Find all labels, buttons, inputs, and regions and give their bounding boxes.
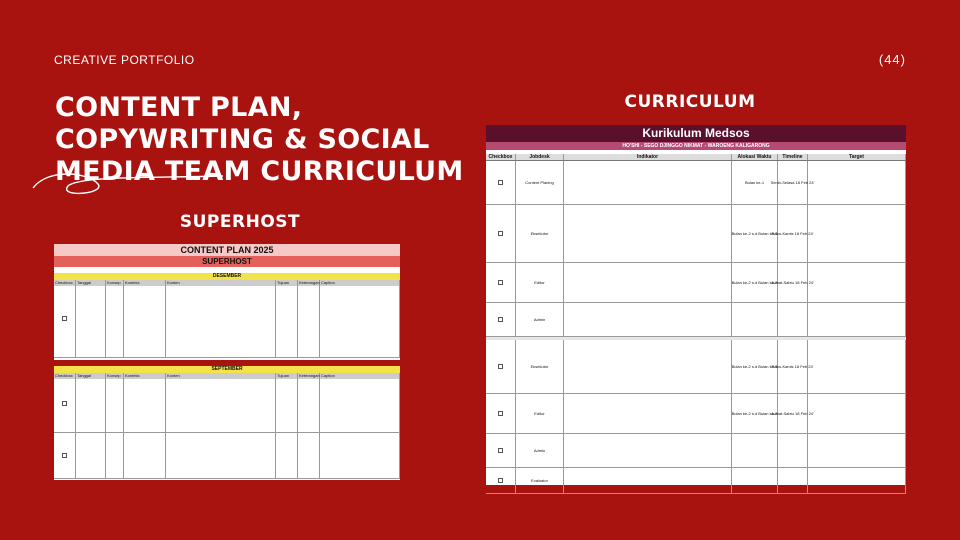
col-header: Konteks	[124, 280, 166, 286]
jobdesk-cell: Admin	[516, 434, 564, 467]
table-row	[486, 161, 906, 205]
row-checkbox[interactable]	[54, 433, 76, 478]
table-row	[54, 286, 400, 358]
col-header: Konsep	[106, 280, 124, 286]
table-row	[486, 468, 906, 494]
col-header: Konsep	[106, 373, 124, 379]
col-header: Caption	[320, 373, 400, 379]
timeline-cell: Rabu-Kamis 18 Feb 24'	[778, 205, 808, 262]
row-checkbox[interactable]	[486, 161, 516, 204]
col-header: Konteks	[124, 373, 166, 379]
col-header: Checkbox	[54, 373, 76, 379]
timeline-cell: Jumat-Sabtu 18 Feb 24'	[778, 394, 808, 433]
row-checkbox[interactable]	[486, 263, 516, 302]
col-header: Jobdesk	[516, 154, 564, 160]
row-checkbox[interactable]	[54, 286, 76, 357]
row-checkbox[interactable]	[486, 340, 516, 393]
scribble-decoration	[28, 158, 228, 208]
table-row	[486, 394, 906, 434]
table-row	[54, 433, 400, 479]
col-header: Caption	[320, 280, 400, 286]
timeline-cell: Senin-Selasa 18 Feb 24'	[778, 161, 808, 204]
waktu-cell: Bulan ke-2 s.d Bulan ke-3	[732, 340, 778, 393]
table-row	[54, 379, 400, 433]
headline-line-1: CONTENT PLAN,	[55, 92, 303, 123]
month-band: SEPTEMBER	[54, 366, 400, 373]
row-checkbox[interactable]	[486, 303, 516, 336]
row-checkbox[interactable]	[486, 394, 516, 433]
timeline-cell: Jumat-Sabtu 18 Feb 24'	[778, 263, 808, 302]
month-band: DESEMBER	[54, 273, 400, 280]
col-header: Konten	[166, 280, 276, 286]
col-header: Keterangan	[299, 373, 320, 378]
col-header: Tujuan	[276, 373, 298, 379]
curriculum-sheet-title: Kurikulum Medsos	[486, 125, 906, 142]
waktu-cell: Bulan ke-1	[732, 161, 778, 204]
col-header: Checkbox	[486, 154, 516, 160]
col-header: Tanggal	[76, 373, 106, 379]
col-header: Keterangan	[299, 280, 320, 285]
jobdesk-cell: Editor	[516, 394, 564, 433]
curriculum-title: CURRICULUM	[624, 92, 756, 112]
col-header: Tanggal	[76, 280, 106, 286]
curriculum-sheet-subtitle: HO'SHI - SEGO DJINGGO NIKMAT - WAROENG KALIGARONG	[486, 142, 906, 150]
jobdesk-cell: Content Planing	[516, 161, 564, 204]
table-row	[486, 434, 906, 468]
jobdesk-cell: Evaluator	[516, 468, 564, 493]
col-header: Tujuan	[276, 280, 298, 286]
jobdesk-cell: Admin	[516, 303, 564, 336]
jobdesk-cell: Eksekutor	[516, 340, 564, 393]
row-checkbox[interactable]	[486, 205, 516, 262]
table-row	[486, 205, 906, 263]
content-plan-subtitle: SUPERHOST	[54, 256, 400, 267]
content-plan-sheet-september	[54, 366, 400, 480]
col-header: Timeline	[778, 154, 808, 160]
superhost-title: SUPERHOST	[179, 212, 301, 232]
waktu-cell: Bulan ke-2 s.d Bulan ke-3	[732, 394, 778, 433]
col-header: Alokasi Waktu	[732, 154, 778, 160]
table-row	[486, 263, 906, 303]
waktu-cell: Bulan ke-2 s.d Bulan ke-3	[732, 205, 778, 262]
content-plan-title: CONTENT PLAN 2025	[54, 244, 400, 256]
row-checkbox[interactable]	[486, 434, 516, 467]
jobdesk-cell: Editor	[516, 263, 564, 302]
waktu-cell: Bulan ke-2 s.d Bulan ke-3	[732, 263, 778, 302]
row-checkbox[interactable]	[486, 468, 516, 493]
curriculum-table-header	[486, 154, 906, 161]
col-header: Konten	[166, 373, 276, 379]
col-header: Indikator	[564, 154, 732, 160]
row-checkbox[interactable]	[54, 379, 76, 432]
col-header: Checkbox	[54, 280, 76, 286]
curriculum-sheet	[486, 125, 906, 485]
jobdesk-cell: Eksekutor	[516, 205, 564, 262]
headline-line-2: COPYWRITING & SOCIAL	[55, 124, 430, 155]
table-row	[486, 303, 906, 337]
table-row	[486, 340, 906, 394]
timeline-cell: Rabu-Kamis 18 Feb 24'	[778, 340, 808, 393]
content-plan-sheet-december	[54, 244, 400, 360]
headline-line-3: MEDIA TEAM CURRICULUM	[55, 156, 464, 187]
col-header: Target	[808, 154, 906, 160]
page-number: (44)	[878, 52, 906, 67]
portfolio-label: CREATIVE PORTFOLIO	[54, 53, 195, 67]
